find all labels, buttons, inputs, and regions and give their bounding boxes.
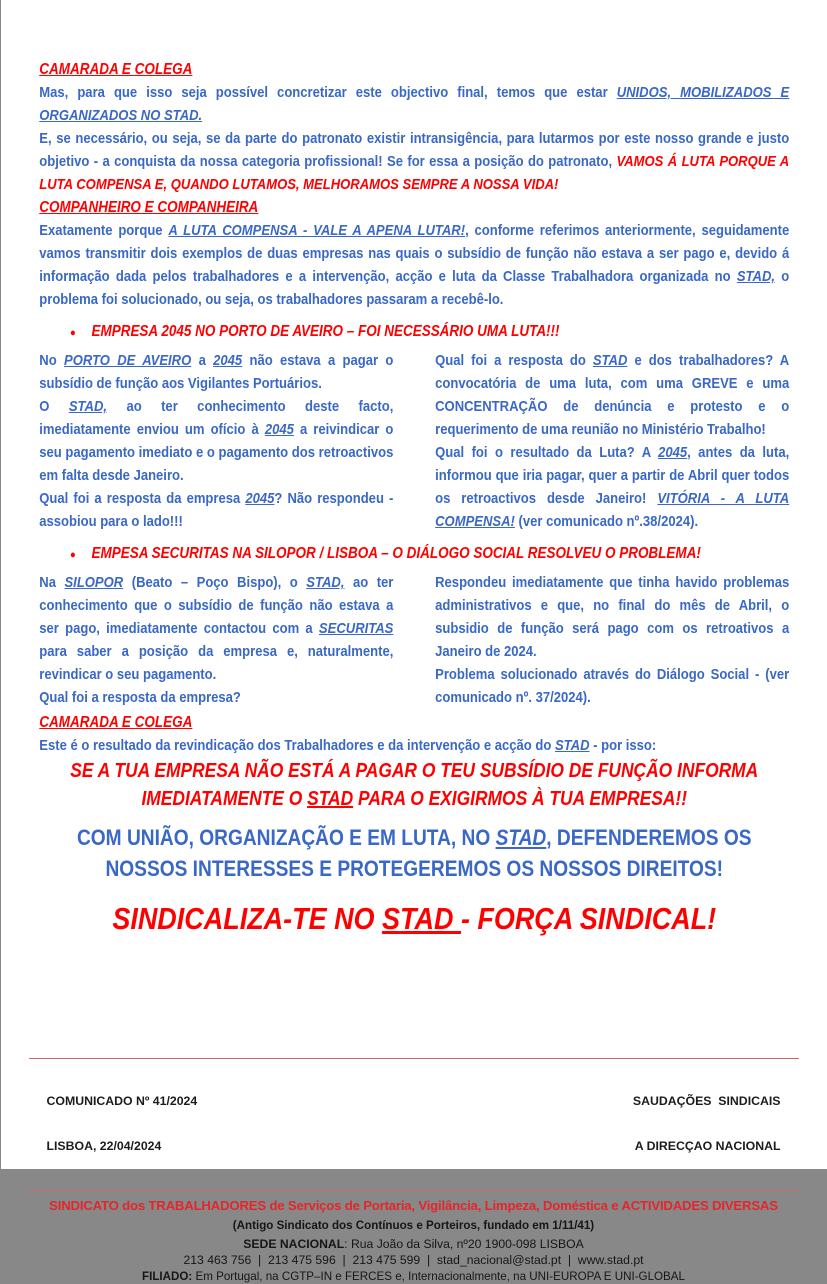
intro-paragraph-1: Mas, para que isso seja possível concretizar este objectivo final, temos que estar UNIDOS, MOBILIZADOS E ORGANIZADOS NO STAD. — [39, 81, 789, 127]
intro-paragraph-3: Exatamente porque A LUTA COMPENSA - VALE A APENA LUTAR!, conforme referimos anteriormente, seguidamente vamos transmitir dois exemplos de duas empresas nas quais o subsídio de função não estava a ser pago e, devido á informação dada pelos trabalhadores e a intervenção, acção e luta da Classe Trabalhadora organizada no STAD, o problema foi solucionado, ou seja, os trabalhadores passaram a recebê-lo. — [39, 219, 789, 311]
hq-label: SEDE NACIONAL — [243, 1237, 344, 1251]
empresa-2045-mention: 2045 — [264, 421, 293, 438]
case1-columns — [39, 349, 789, 533]
case1-right-column — [435, 349, 789, 533]
salutation-block — [633, 1064, 781, 1184]
salutation-line2: A DIRECÇAO NACIONAL — [633, 1139, 781, 1154]
affiliation-label: FILIADO: — [142, 1270, 192, 1283]
heading-companheiro-e-companheira: COMPANHEIRO E COMPANHEIRA — [39, 196, 789, 219]
stad-mention: STAD, — [736, 268, 774, 285]
stad-mention: STAD — [495, 825, 546, 850]
emphasis-vamos-a-luta: VAMOS Á LUTA PORQUE A LUTA COMPENSA E, QUANDO LUTAMOS, MELHORAMOS SEMPRE A NOSSA VIDA! — [39, 153, 789, 193]
union-former-name: (Antigo Sindicato dos Contínuos e Porteiros, fundado em 1/11/41) — [29, 1219, 799, 1233]
sindicaliza-te-slogan: SINDICALIZA-TE NO STAD - FORÇA SINDICAL! — [39, 899, 789, 939]
bullet-dot-icon: ● — [39, 322, 76, 345]
footer-bottom-rule — [29, 1190, 799, 1191]
emphasis-a-luta-compensa: A LUTA COMPENSA - VALE A APENA LUTAR! — [168, 222, 465, 239]
red-banner-line1: SE A TUA EMPRESA NÃO ESTÁ A PAGAR O TEU SUBSÍDIO DE FUNÇÃO INFORMA — [39, 758, 789, 786]
case2-left-column — [39, 571, 393, 709]
footer-info-bar — [29, 1059, 799, 1190]
empresa-2045-mention: 2045 — [245, 490, 274, 507]
affiliation-text: Em Portugal, na CGTP–IN e FERCES e, Internacionalmente, na UNI-EUROPA E UNI-GLOBAL — [192, 1270, 685, 1283]
contact-line: 213 463 756 | 213 475 596 | 213 475 599 | stad_nacional@stad.pt | www.stad.pt — [29, 1253, 799, 1267]
stad-mention: STAD — [382, 901, 461, 936]
case1-left-p1: No PORTO DE AVEIRO a 2045 não estava a pagar o subsídio de função aos Vigilantes Portuários. — [39, 349, 393, 395]
blue-banner-line2: NOSSOS INTERESSES E PROTEGEREMOS OS NOSSOS DIREITOS! — [39, 853, 789, 884]
bullet-label: EMPESA SECURITAS NA SILOPOR / LISBOA – O DIÁLOGO SOCIAL RESOLVEU O PROBLEMA! — [75, 542, 700, 565]
heading-camarada-e-colega: CAMARADA E COLEGA — [39, 58, 789, 81]
emphasis-unidos: UNIDOS, MOBILIZADOS E ORGANIZADOS NO STAD. — [39, 84, 789, 124]
case2-left-p1: Na SILOPOR (Beato – Poço Bispo), o STAD, ao ter conhecimento que o subsídio de função não estava a ser pago, imediatamente contactou com a SECURITAS para saber a posição da empresa e, naturalmente, revindicar o seu pagamento. — [39, 571, 393, 686]
case2-right-p1: Respondeu imediatamente que tinha havido problemas administrativos e que, no final do mês de Abril, o subsidio de função será pago com os retroativos a Janeiro de 2024. — [435, 571, 789, 663]
silopor-mention: SILOPOR — [64, 574, 123, 591]
bullet-dot-icon: ● — [39, 544, 76, 567]
securitas-mention: SECURITAS — [318, 620, 392, 637]
empresa-2045-mention: 2045 — [658, 444, 687, 461]
document-body — [1, 0, 827, 939]
heading-camarada-e-colega-2: CAMARADA E COLEGA — [39, 711, 789, 734]
empresa-2045-mention: 2045 — [213, 352, 242, 369]
red-banner-line2: IMEDIATAMENTE O STAD PARA O EXIGIRMOS À TUA EMPRESA!! — [39, 786, 789, 814]
blue-union-banner — [39, 822, 789, 884]
comunicado-number: COMUNICADO Nº 41/2024 — [47, 1094, 198, 1109]
bullet-item-securitas — [39, 542, 789, 567]
emphasis-vitoria: VITÓRIA - A LUTA COMPENSA! — [435, 490, 789, 530]
stad-mention: STAD — [592, 352, 627, 369]
salutation-line1: SAUDAÇÕES SINDICAIS — [633, 1094, 781, 1109]
affiliation-line — [29, 1270, 799, 1284]
red-call-to-action-banner — [39, 758, 789, 813]
case1-left-column — [39, 349, 393, 533]
hq-address: : Rua João da Silva, nº20 1900-098 LISBOA — [344, 1237, 584, 1251]
stad-mention: STAD, — [306, 574, 344, 591]
case1-right-p1: Qual foi a resposta do STAD e dos trabalhadores? A convocatória de uma luta, com uma GREVE e uma CONCENTRAÇÃO de denúncia e protesto e o requerimento de uma reunião no Ministério Trabalho! — [435, 349, 789, 441]
bullet-label: EMPRESA 2045 NO PORTO DE AVEIRO – FOI NECESSÁRIO UMA LUTA!!! — [75, 320, 559, 343]
case2-right-p2: Problema solucionado através do Diálogo Social - (ver comunicado nº. 37/2024). — [435, 663, 789, 709]
union-full-name: SINDICATO dos TRABALHADORES de Serviços de Portaria, Vigilância, Limpeza, Doméstica e ACTIVIDADES DIVERSAS — [29, 1198, 799, 1214]
case2-columns — [39, 571, 789, 709]
hq-address-line — [29, 1237, 799, 1251]
blue-banner-line1: COM UNIÃO, ORGANIZAÇÃO E EM LUTA, NO STAD, DEFENDEREMOS OS — [39, 822, 789, 853]
communique-page — [1, 0, 827, 1169]
case1-left-p2: O STAD, ao ter conhecimento deste facto, imediatamente enviou um ofício à 2045 a reivindicar o seu pagamento imediato e o pagamento dos retroactivos em falta desde Janeiro. — [39, 395, 393, 487]
footer — [1, 1058, 827, 1284]
stad-mention: STAD — [307, 788, 353, 810]
case1-left-p3: Qual foi a resposta da empresa 2045? Não respondeu - assobiou para o lado!!! — [39, 487, 393, 533]
comunicado-block — [47, 1064, 198, 1184]
stad-mention: STAD, — [68, 398, 106, 415]
closing-result-line: Este é o resultado da revindicação dos Trabalhadores e da intervenção e acção do STAD - por isso: — [39, 734, 789, 757]
stad-mention: STAD — [554, 737, 589, 754]
case1-right-p2: Qual foi o resultado da Luta? A 2045, antes da luta, informou que iria pagar, quer a partir de Abril quer todos os retroactivos desde Janeiro! VITÓRIA - A LUTA COMPENSA! (ver comunicado nº.38/2024). — [435, 441, 789, 533]
bullet-item-empresa-2045 — [39, 320, 789, 345]
comunicado-place-date: LISBOA, 22/04/2024 — [47, 1139, 198, 1154]
case2-right-column — [435, 571, 789, 709]
intro-paragraph-2: E, se necessário, ou seja, se da parte do patronato existir intransigência, para lutarmos por este nosso grande e justo objetivo - a conquista da nossa categoria profissional! Se for essa a posição do patronato, VAMOS Á LUTA PORQUE A LUTA COMPENSA E, QUANDO LUTAMOS, MELHORAMOS SEMPRE A NOSSA VIDA! — [39, 127, 789, 196]
case2-left-p2: Qual foi a resposta da empresa? — [39, 686, 393, 709]
porto-de-aveiro-mention: PORTO DE AVEIRO — [63, 352, 190, 369]
